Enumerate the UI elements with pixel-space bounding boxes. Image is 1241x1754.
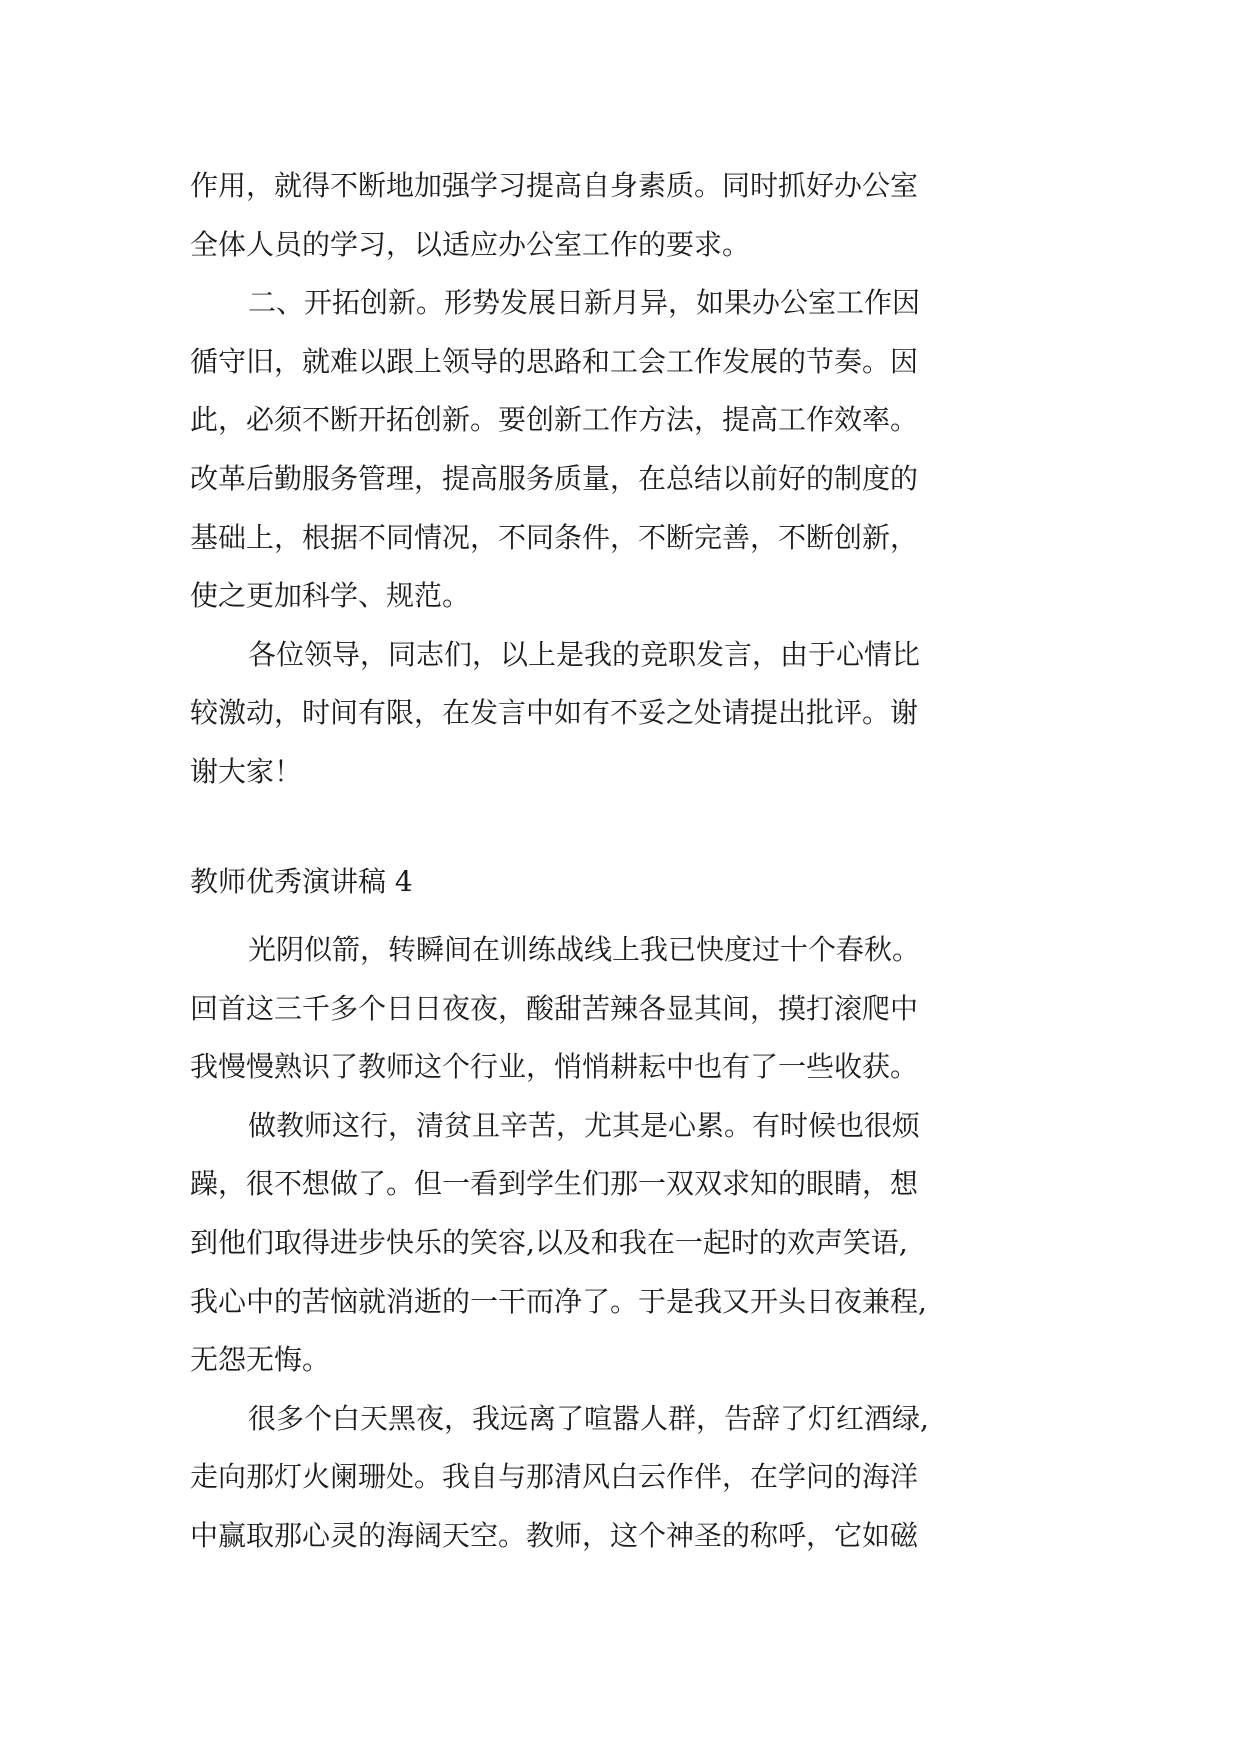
text-line: 回首这三千多个日日夜夜，酸甜苦辣各显其间，摸打滚爬中 <box>190 991 919 1025</box>
text-line: 很多个白天黑夜，我远离了喧嚣人群，告辞了灯红酒绿, <box>248 1401 929 1435</box>
text-line: 较激动，时间有限，在发言中如有不妥之处请提出批评。谢 <box>190 696 919 730</box>
text-line: 全体人员的学习，以适应办公室工作的要求。 <box>190 227 751 261</box>
text-line: 使之更加科学、规范。 <box>190 579 471 613</box>
text-line: 光阴似箭，转瞬间在训练战线上我已快度过十个春秋。 <box>248 933 921 966</box>
text-line: 此，必须不断开拓创新。要创新工作方法，提高工作效率。 <box>190 403 919 437</box>
text-line: 基础上，根据不同情况，不同条件，不断完善，不断创新， <box>190 520 919 554</box>
text-line: 我心中的苦恼就消逝的一干而净了。于是我又开头日夜兼程, <box>190 1284 927 1318</box>
text-block-bottom <box>190 930 1060 1575</box>
text-line: 循守旧，就难以跟上领导的思路和工会工作发展的节奏。因 <box>190 344 919 378</box>
text-line: 作用，就得不断地加强学习提高自身素质。同时抓好办公室 <box>190 169 919 202</box>
section-heading: 教师优秀演讲稿 4 <box>190 865 413 898</box>
text-line: 谢大家！ <box>190 754 303 788</box>
text-block-top <box>190 166 1060 811</box>
text-line: 走向那灯火阑珊处。我自与那清风白云作伴，在学问的海洋 <box>190 1460 919 1494</box>
text-line: 无怨无悔。 <box>190 1343 331 1377</box>
text-line: 到他们取得进步快乐的笑容,以及和我在一起时的欢声笑语, <box>190 1225 908 1259</box>
text-line: 做教师这行，清贫且辛苦，尤其是心累。有时候也很烦 <box>248 1108 921 1142</box>
text-line: 我慢慢熟识了教师这个行业，悄悄耕耘中也有了一些收获。 <box>190 1050 919 1084</box>
text-line: 躁，很不想做了。但一看到学生们那一双双求知的眼睛，想 <box>190 1167 919 1201</box>
text-line: 改革后勤服务管理，提高服务质量，在总结以前好的制度的 <box>190 461 919 495</box>
text-line: 各位领导，同志们，以上是我的竞职发言，由于心情比 <box>248 637 921 671</box>
text-line: 二、开拓创新。形势发展日新月异，如果办公室工作因 <box>248 286 921 320</box>
text-line: 中赢取那心灵的海阔天空。教师，这个神圣的称呼，它如磁 <box>190 1518 919 1552</box>
